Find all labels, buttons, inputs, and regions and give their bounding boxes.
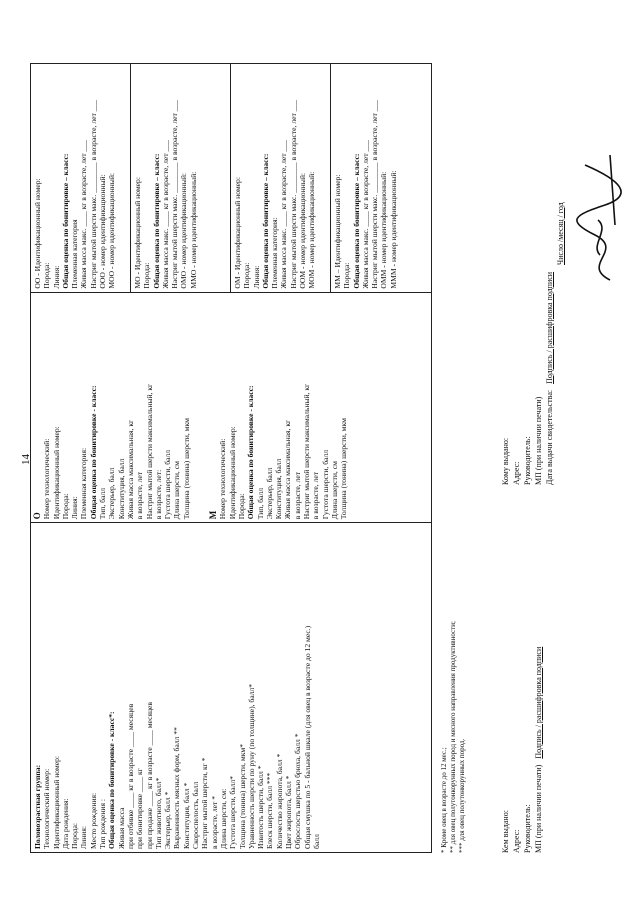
field-label: Скороспелость, балл xyxy=(191,781,201,849)
field-label: Линия: xyxy=(251,265,261,289)
field-label: Настриг мытой шерсти макс. ________ в возрасте, лет ___ xyxy=(170,99,180,289)
field-label: Толщина (тонина) шерсти, мкм xyxy=(339,418,349,520)
field-label: Экстерьер, балл * xyxy=(163,791,173,849)
field-label: в возрасте, лет xyxy=(311,471,321,520)
field-label: Линия: xyxy=(79,826,89,849)
field-label: Порода: xyxy=(70,823,80,849)
field-label: Идентификационный номер: xyxy=(51,755,61,849)
parents-column xyxy=(31,292,432,523)
field-label: Конституция, балл xyxy=(116,458,126,520)
field-label: балл xyxy=(311,834,321,849)
field-label: МММ - номер идентификационный: xyxy=(388,170,398,289)
grandparent-blocks xyxy=(31,64,431,292)
field-label: МОМ - номер идентификационный: xyxy=(307,171,317,289)
field-label: Идентификационный номер: xyxy=(227,426,237,520)
field-label: Живая масса макс. ____ кг в возрасте, лет ___ xyxy=(279,140,289,289)
field-label: Порода: xyxy=(242,262,252,289)
field-label: Номер технологический: xyxy=(218,438,228,520)
issuer-sign-label: Подпись / расшифровка подписи xyxy=(534,646,543,759)
grandparent-block xyxy=(31,64,131,292)
field-label: в возрасте, лет xyxy=(135,471,145,520)
recipient-address-label: Адрес: xyxy=(512,461,521,485)
issue-date-label: Дата выдачи свидетельства: xyxy=(545,389,554,485)
father-letter: М xyxy=(208,510,219,520)
grandparent-block xyxy=(131,64,231,292)
field-label: ОМ - Идентификационный номер: xyxy=(233,177,242,289)
age-group-title: Половозрастная группа: xyxy=(33,764,42,849)
recipient-head-label: Руководитель: xyxy=(523,436,532,485)
field-label: Племенная категория: xyxy=(270,217,280,289)
field-label: Настриг мытой шерсти макс. ________ в возрасте, лет ___ xyxy=(370,99,380,289)
field-label: Длина шерсти, см xyxy=(329,461,339,520)
field-label: в возрасте, лет xyxy=(292,471,302,520)
mother-basic-lines xyxy=(42,296,88,520)
grandparents-column xyxy=(31,64,432,293)
field-label: Живая масса максимальная, кг xyxy=(125,419,135,520)
mother-letter: О xyxy=(32,512,42,520)
field-label: Порода: xyxy=(42,262,52,289)
field-label: Технологический номер: xyxy=(42,768,52,849)
animal-column xyxy=(31,523,432,853)
field-label: ООМ - номер идентификационный: xyxy=(298,173,308,289)
field-label: Общая оценка по бонитировке – класс: xyxy=(60,153,70,289)
field-label: Блеск шерсти, балл *** xyxy=(265,772,275,849)
field-label: Длина шерсти, см xyxy=(172,461,182,520)
field-label: Тип, балл xyxy=(255,487,265,520)
field-label: Длина шерсти, см: xyxy=(218,788,228,849)
field-label: Тип животного, балл* xyxy=(153,777,163,849)
field-label: Густота шерсти, балл xyxy=(163,449,173,520)
field-label: Настриг мытой шерсти макс. ________ в возрасте, лет ___ xyxy=(88,99,98,289)
date-format-label: Число /месяц / год xyxy=(556,202,565,265)
handwritten-signature xyxy=(570,145,630,285)
footnote-2: ** для овец полутонкорунных пород и мясного направления продуктивности; xyxy=(449,621,457,853)
father-detail-lines xyxy=(256,296,349,520)
field-label: Настриг мытой шерсти максимальный, кг xyxy=(302,383,312,520)
father-bonitet: Общая оценка по бонитировке - класс: xyxy=(246,385,256,520)
field-label: Живая масса максимальная, кг xyxy=(283,419,293,520)
issued-by-label: Кем выдано: xyxy=(501,810,510,853)
field-label: ОМО - номер идентификационный: xyxy=(179,173,189,289)
field-label: Уравненность шерсти по руну (по толщине), балл* xyxy=(246,683,256,849)
field-label: ОО - Идентификационный номер: xyxy=(33,178,42,289)
field-label: Толщина (тонина) шерсти, мкм xyxy=(181,418,191,520)
issuer-stamp-row xyxy=(533,647,544,853)
field-label: Густота шерсти, балл xyxy=(320,449,330,520)
animal-detail-lines xyxy=(117,526,322,849)
field-label: Живая масса макс. ____ кг в возрасте, лет ___ xyxy=(360,140,370,289)
field-label: ОММ - номер идентификационный: xyxy=(379,171,389,289)
field-label: МОО - номер идентификационный: xyxy=(107,173,117,289)
field-label: ООО - номер идентификационный: xyxy=(98,174,108,289)
field-label: ММО - номер идентификационный: xyxy=(188,171,198,289)
field-label: Линия: xyxy=(51,265,61,289)
footnote-3: *** для овец полутонкорунных пород. xyxy=(458,738,466,853)
field-label: при продаже ____ кг в возрасте ____ месяцев xyxy=(144,702,154,849)
animal-bonitet: Общая оценка по бонитировке - класс*: xyxy=(107,711,117,849)
field-label: Густота шерсти, балл* xyxy=(228,775,238,849)
father-basic-lines xyxy=(218,296,246,520)
field-label: Конституция, балл * xyxy=(181,782,191,849)
field-label: Тип рождения : xyxy=(98,799,108,849)
field-label: Порода: xyxy=(236,493,246,520)
issued-to-label: Кому выдано: xyxy=(501,437,510,485)
field-label: Количество жиропота, балл * xyxy=(274,753,284,849)
field-label: Настриг мытой шерсти, кг * xyxy=(200,757,210,849)
field-label: Идентификационный номер: xyxy=(51,426,61,520)
issuer-stamp-label: МП (при наличии печати) xyxy=(534,764,543,853)
field-label: в возрасте, лет: xyxy=(153,469,163,520)
field-label: ММ – Идентификационный номер: xyxy=(333,174,342,289)
issuer-head-label: Руководитель: xyxy=(523,804,532,853)
field-label: Номер технологический: xyxy=(42,438,52,520)
field-label: при отбивке ____ кг в возрасте ____ месяцев xyxy=(125,703,135,849)
field-label: МО - Идентификационный номер: xyxy=(133,177,142,289)
grandparent-block xyxy=(331,64,431,292)
field-label: Порода: xyxy=(60,493,70,520)
field-label: Живая масса макс. ____ кг в возрасте, лет ___ xyxy=(79,140,89,289)
field-label: Племенная категория: xyxy=(79,447,89,520)
field-label: Линия: xyxy=(70,496,80,520)
footnote-1: * Кроме овец в возрасте до 12 мес.; xyxy=(440,747,448,853)
field-label: Общая оценка по бонитировке – класс: xyxy=(351,153,361,289)
field-label: Общая оценка по бонитировке – класс: xyxy=(151,153,161,289)
issuer-address-label: Адрес: xyxy=(512,829,521,853)
animal-basic-lines xyxy=(42,526,107,849)
field-label: Настриг мытой шерсти макс. ________ в возрасте, лет ___ xyxy=(288,99,298,289)
field-label: Живая масса xyxy=(116,807,126,849)
field-label: Порода: xyxy=(142,262,152,289)
field-label: Порода: xyxy=(342,262,352,289)
field-label: Извитость шерсти, балл * xyxy=(256,765,266,849)
field-label: Конституция, балл xyxy=(274,458,284,520)
pedigree-table xyxy=(30,63,432,853)
field-label: Настриг мытой шерсти максимальный, кг xyxy=(144,383,154,520)
field-label: Экстерьер, балл xyxy=(107,467,117,520)
mother-bonitet: Общая оценка по бонитировке - класс: xyxy=(88,385,98,520)
field-label: Толщина (тонина) шерсти, мкм* xyxy=(237,744,247,849)
page-number: 14 xyxy=(20,454,32,465)
recipient-stamp-label: МП (при наличии печати) xyxy=(534,396,543,485)
field-label: Тип, балл xyxy=(98,487,108,520)
recipient-block xyxy=(500,202,566,485)
field-label: Цвет жиропота, балл * xyxy=(284,775,294,849)
footnotes xyxy=(440,493,467,853)
field-label: Экстерьер, балл xyxy=(264,467,274,520)
field-label: Место рождения: xyxy=(88,792,98,849)
field-label: Общая оценка по бонитировке – класс: xyxy=(260,153,270,289)
grandparent-block xyxy=(231,64,331,292)
field-label: при бонитировке ____ кг xyxy=(135,768,145,849)
field-label: Оброслость шерстью брюха, балл * xyxy=(293,733,303,849)
field-label: Выраженность мясных форм, балл ** xyxy=(172,727,182,849)
field-label: Живая масса макс. ____ кг в возрасте, лет ___ xyxy=(160,140,170,289)
field-label: Племенная категория xyxy=(70,219,80,289)
date-row xyxy=(544,202,555,485)
field-label: Общая смушка по 5 - бальной шкале (для овец в возрасте до 12 мес.) xyxy=(302,625,312,849)
issuer-block xyxy=(500,647,544,853)
field-label: в возрасте, лет * xyxy=(209,795,219,849)
recipient-sign-label: Подпись / расшифровка подписи xyxy=(545,271,554,384)
field-label: Дата рождения: xyxy=(60,798,70,849)
mother-detail-lines xyxy=(98,296,191,520)
